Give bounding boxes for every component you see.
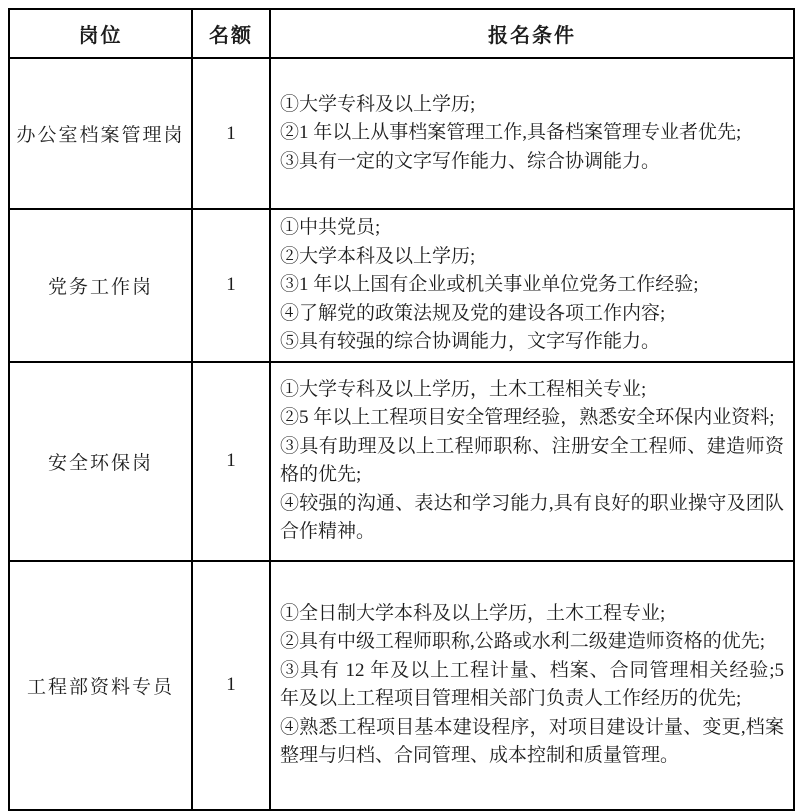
column-header-position: 岗位 — [9, 9, 192, 58]
table-header-row — [9, 9, 794, 58]
conditions-cell — [270, 58, 794, 209]
table-row-engineering-documentation — [9, 561, 794, 810]
condition-item: ③具有一定的文字写作能力、综合协调能力。 — [280, 150, 661, 172]
condition-item: ③具有助理及以上工程师职称、注册安全工程师、建造师资格的优先; — [280, 435, 784, 485]
condition-item: ⑤具有较强的综合协调能力，文字写作能力。 — [280, 331, 661, 352]
condition-item: ②1 年以上从事档案管理工作,具备档案管理专业者优先; — [280, 122, 742, 144]
conditions-cell — [270, 209, 794, 362]
quota-cell: 1 — [192, 362, 270, 561]
column-header-conditions: 报名条件 — [270, 9, 794, 58]
table-row-safety-environment — [9, 362, 794, 561]
quota-cell: 1 — [192, 209, 270, 362]
conditions-cell — [270, 362, 794, 561]
condition-item: ①中共党员; — [280, 217, 381, 238]
condition-item: ①全日制大学本科及以上学历，土木工程专业; — [280, 602, 666, 624]
conditions-cell — [270, 561, 794, 810]
condition-item: ④较强的沟通、表达和学习能力,具有良好的职业操守及团队合作精神。 — [280, 492, 784, 542]
condition-item: ③具有 12 年及以上工程计量、档案、合同管理相关经验;5 年及以上工程项目管理相关部门负责人工作经历的优先; — [280, 659, 784, 709]
column-header-quota: 名额 — [192, 9, 270, 58]
position-cell: 安全环保岗 — [9, 362, 192, 561]
condition-item: ③1 年以上国有企业或机关事业单位党务工作经验; — [280, 274, 699, 295]
condition-item: ①大学专科及以上学历，土木工程相关专业; — [280, 378, 647, 400]
quota-cell: 1 — [192, 58, 270, 209]
position-cell: 办公室档案管理岗 — [9, 58, 192, 209]
table-row-office-archives — [9, 58, 794, 209]
table-row-party-affairs — [9, 209, 794, 362]
condition-item: ②具有中级工程师职称,公路或水利二级建造师资格的优先; — [280, 631, 766, 652]
condition-item: ②大学本科及以上学历; — [280, 245, 476, 267]
condition-item: ①大学专科及以上学历; — [280, 93, 476, 115]
condition-item: ④熟悉工程项目基本建设程序，对项目建设计量、变更,档案整理与归档、合同管理、成本控制和质量管理。 — [280, 716, 784, 766]
recruitment-table — [8, 8, 795, 811]
condition-item: ④了解党的政策法规及党的建设各项工作内容; — [280, 302, 666, 324]
condition-item: ②5 年以上工程项目安全管理经验，熟悉安全环保内业资料; — [280, 407, 775, 428]
quota-cell: 1 — [192, 561, 270, 810]
position-cell: 党务工作岗 — [9, 209, 192, 362]
position-cell: 工程部资料专员 — [9, 561, 192, 810]
